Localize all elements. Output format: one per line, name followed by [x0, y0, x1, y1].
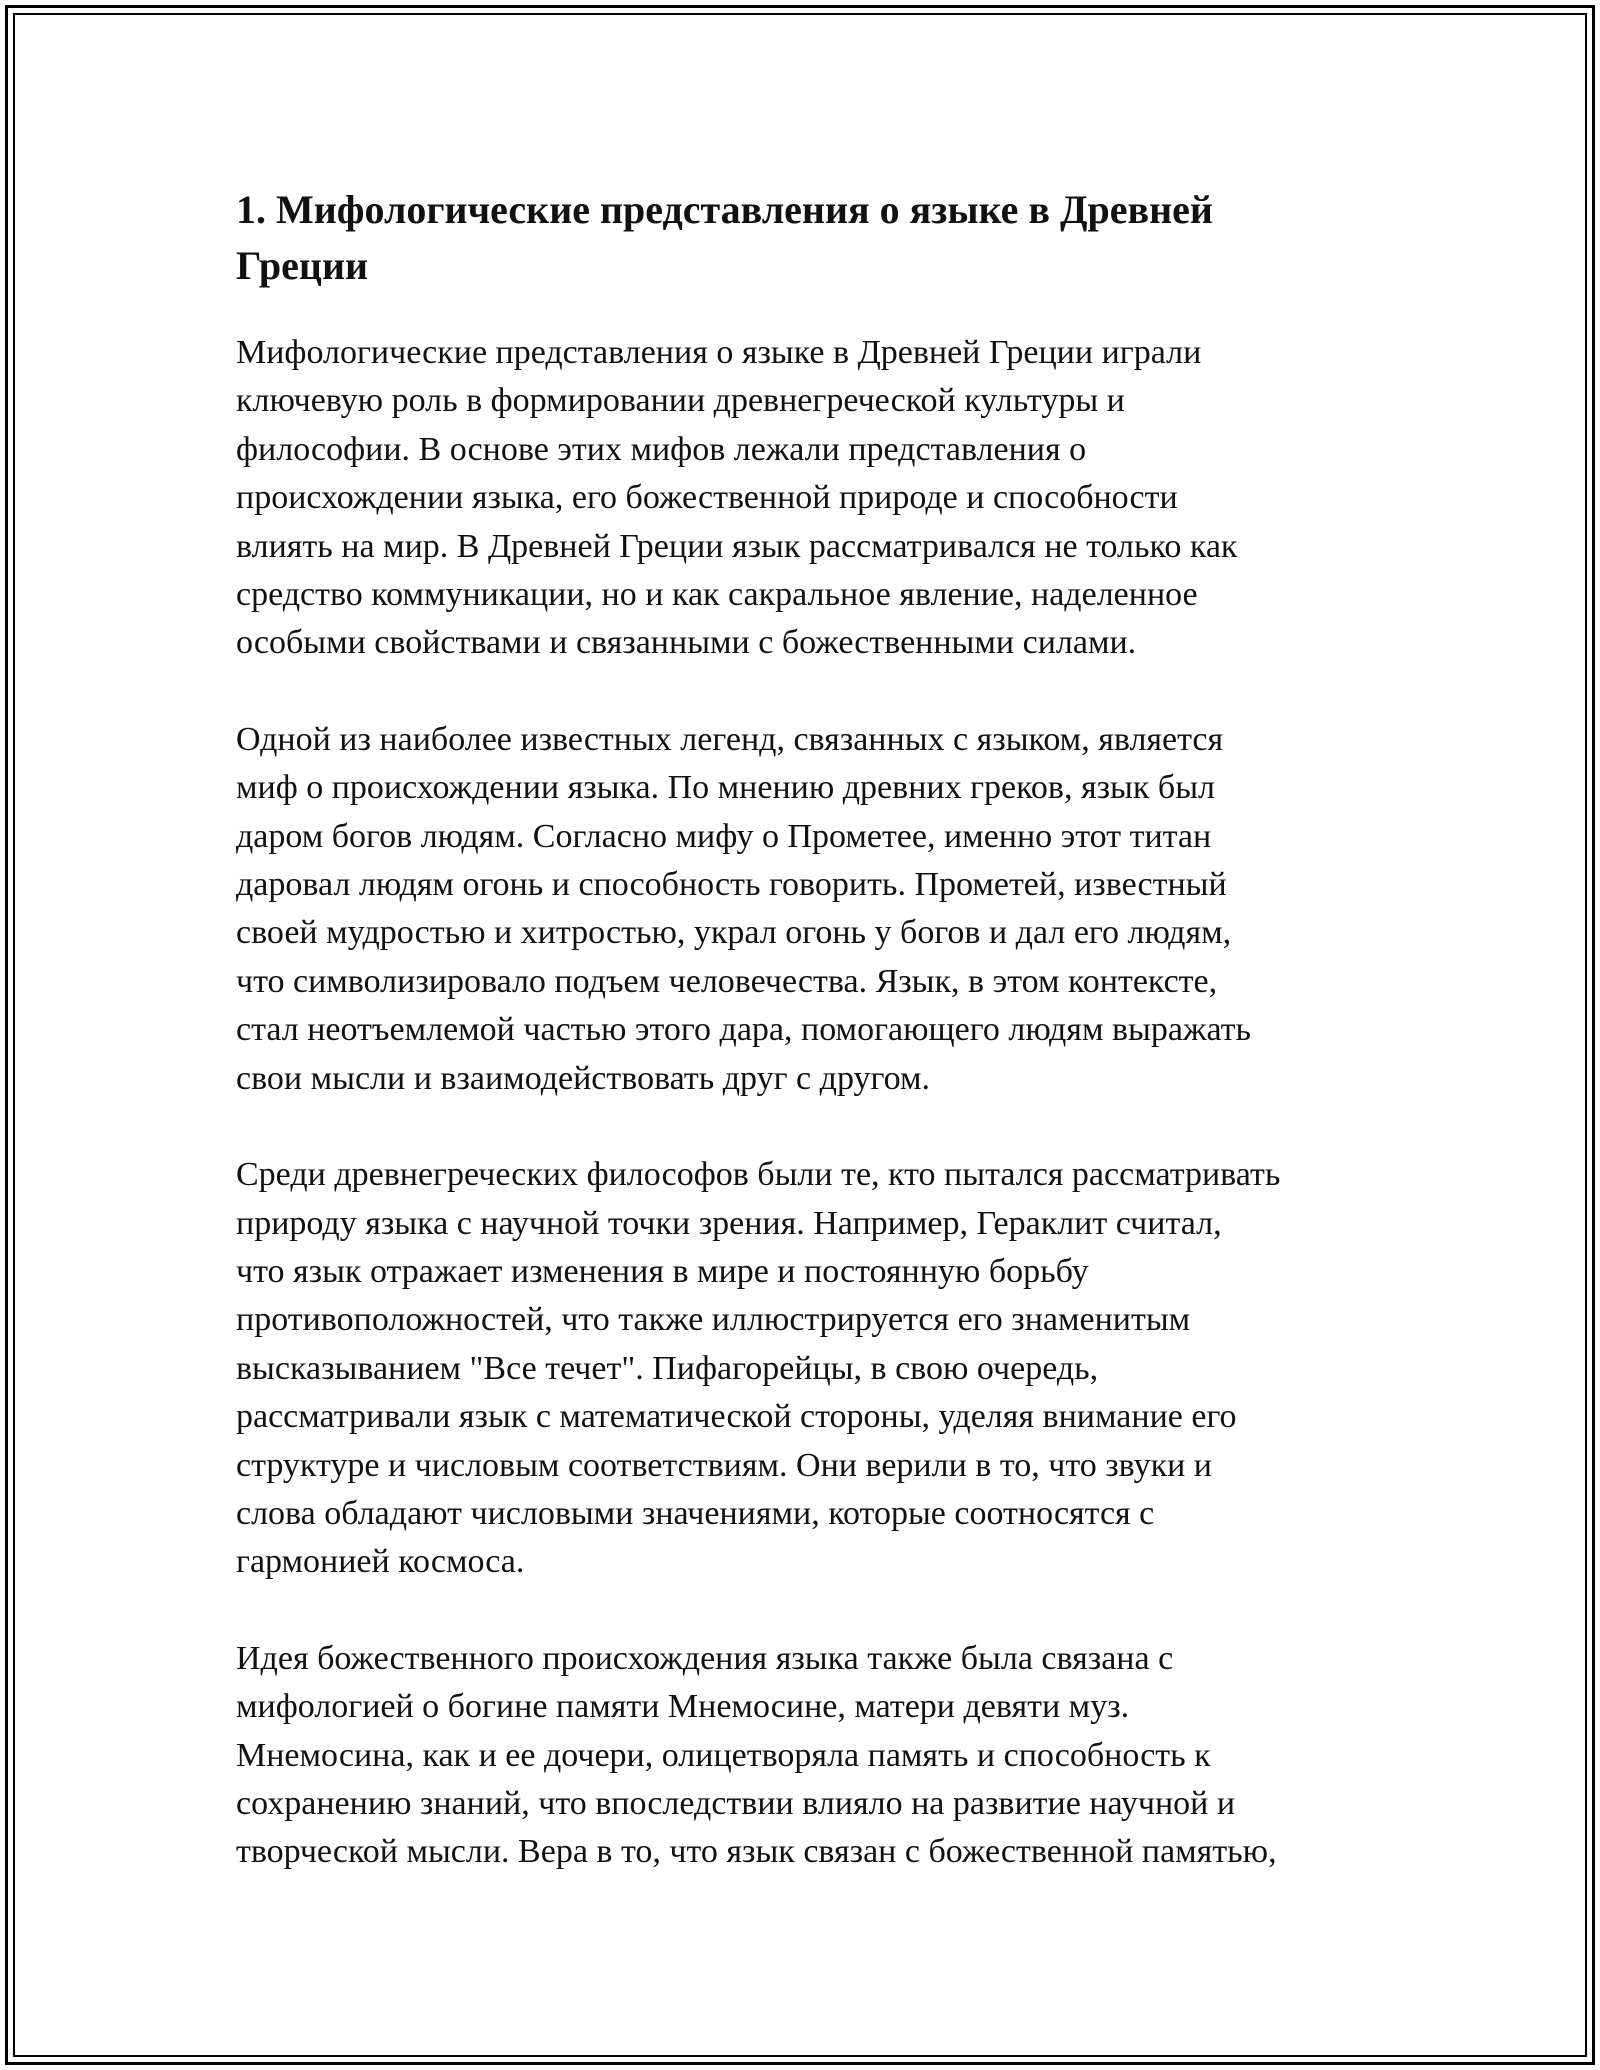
text-line: стал неотъемлемой частью этого дара, помогающего людям выражать — [236, 1011, 1252, 1049]
text-line: Идея божественного происхождения языка также была связана с — [236, 1639, 1174, 1677]
text-line: своей мудростью и хитростью, украл огонь у богов и дал его людям, — [236, 914, 1232, 952]
text-line: слова обладают числовыми значениями, которые соотносятся с — [236, 1494, 1155, 1532]
text-line: противоположностей, что также иллюстрируется его знаменитым — [236, 1301, 1191, 1339]
paragraph-3 — [236, 1151, 1396, 1587]
text-line: сохранению знаний, что впоследствии влияло на развитие научной и — [236, 1784, 1236, 1822]
paragraph-1 — [236, 329, 1396, 668]
text-line: Мифологические представления о языке в Древней Греции играли — [236, 334, 1202, 371]
text-line: даровал людям огонь и способность говорить. Прометей, известный — [236, 866, 1227, 904]
text-line: что символизировало подъем человечества. Язык, в этом контексте, — [236, 962, 1218, 1000]
text-line: влиять на мир. В Древней Греции язык рассматривался не только как — [236, 527, 1238, 565]
text-line: рассматривали язык с математической стороны, уделяя внимание его — [236, 1398, 1237, 1436]
paragraph-4 — [236, 1635, 1396, 1877]
text-line: ключевую роль в формировании древнегреческой культуры и — [236, 382, 1125, 420]
paragraph-2 — [236, 716, 1396, 1103]
text-line: что язык отражает изменения в мире и постоянную борьбу — [236, 1252, 1089, 1290]
text-line: средство коммуникации, но и как сакральное явление, наделенное — [236, 576, 1198, 614]
document-body — [236, 182, 1396, 1925]
text-line: творческой мысли. Вера в то, что язык связан с божественной памятью, — [236, 1833, 1277, 1871]
section-title: 1. Мифологические представления о языке в Древней Греции — [236, 187, 1213, 288]
text-line: гармонией космоса. — [236, 1543, 525, 1581]
text-line: структуре и числовым соответствиям. Они верили в то, что звуки и — [236, 1446, 1212, 1484]
text-line: Мнемосина, как и ее дочери, олицетворяла память и способность к — [236, 1736, 1211, 1774]
text-line: миф о происхождении языка. По мнению древних греков, язык был — [236, 769, 1216, 807]
text-line: Одной из наиболее известных легенд, связанных с языком, является — [236, 720, 1224, 758]
text-line: высказыванием "Все течет". Пифагорейцы, в свою очередь, — [236, 1349, 1099, 1387]
text-line: мифологией о богине памяти Мнемосине, матери девяти муз. — [236, 1688, 1130, 1726]
text-line: Среди древнегреческих философов были те, кто пытался рассматривать — [236, 1156, 1281, 1194]
text-line: философии. В основе этих мифов лежали представления о — [236, 430, 1087, 468]
text-line: происхождении языка, его божественной природе и способности — [236, 479, 1178, 517]
text-line: особыми свойствами и связанными с божественными силами. — [236, 624, 1137, 662]
text-line: природу языка с научной точки зрения. Например, Гераклит считал, — [236, 1204, 1222, 1242]
text-line: даром богов людям. Согласно мифу о Прометее, именно этот титан — [236, 817, 1212, 855]
text-line: свои мысли и взаимодействовать друг с другом. — [236, 1059, 930, 1097]
